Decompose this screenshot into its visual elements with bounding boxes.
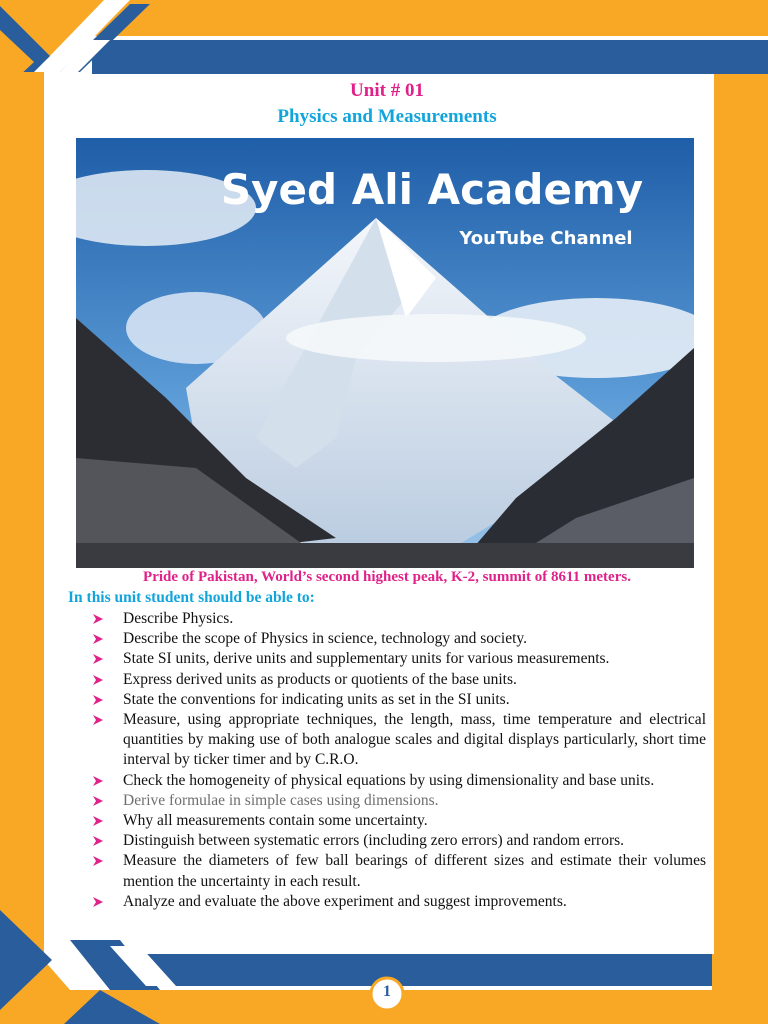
objective-item <box>92 629 706 649</box>
objective-text: Measure the diameters of few ball bearings of different sizes and estimate their volumes mention the uncertainty in each result. <box>123 852 706 890</box>
objective-item <box>92 710 706 771</box>
objective-text: Express derived units as products or quotients of the base units. <box>123 670 517 688</box>
objective-text: State SI units, derive units and supplementary units for various measurements. <box>123 650 610 668</box>
objective-item <box>92 609 706 629</box>
arrow-bullet-icon <box>92 775 104 787</box>
objective-text: State the conventions for indicating units as set in the SI units. <box>123 690 510 708</box>
unit-title: Physics and Measurements <box>277 106 497 127</box>
banner-subheading: YouTube Channel <box>459 228 633 249</box>
arrow-bullet-icon <box>92 613 104 625</box>
banner-image <box>76 138 694 568</box>
arrow-bullet-icon <box>92 694 104 706</box>
objective-text: Derive formulae in simple cases using dimensions. <box>123 791 439 809</box>
objective-text: Describe Physics. <box>123 610 234 627</box>
arrow-bullet-icon <box>92 815 104 827</box>
objective-text: Distinguish between systematic errors (including zero errors) and random errors. <box>123 832 625 850</box>
objectives-list <box>92 609 706 912</box>
objective-item <box>92 649 706 669</box>
objective-item <box>92 670 706 690</box>
objective-text: Check the homogeneity of physical equations by using dimensionality and base units. <box>123 771 655 789</box>
objective-text: Measure, using appropriate techniques, the length, mass, time temperature and electrical quantities by making use of both analogue scales and digital displays particularly, short time interval by ticker timer and by C.R.O. <box>123 711 706 769</box>
objective-item <box>92 831 706 851</box>
unit-number: Unit # 01 <box>350 80 424 101</box>
objective-item <box>92 690 706 710</box>
arrow-bullet-icon <box>92 674 104 686</box>
objectives-intro: In this unit student should be able to: <box>68 589 315 606</box>
arrow-bullet-icon <box>92 653 104 665</box>
objective-item <box>92 851 706 891</box>
image-caption: Pride of Pakistan, World’s second highest peak, K-2, summit of 8611 meters. <box>143 569 631 585</box>
objective-item <box>92 771 706 791</box>
arrow-bullet-icon <box>92 855 104 867</box>
arrow-bullet-icon <box>92 633 104 645</box>
arrow-bullet-icon <box>92 714 104 726</box>
objective-text: Why all measurements contain some uncertainty. <box>123 812 428 830</box>
banner-heading: Syed Ali Academy <box>220 165 644 214</box>
objective-text: Describe the scope of Physics in science, technology and society. <box>123 630 528 648</box>
arrow-bullet-icon <box>92 795 104 807</box>
arrow-bullet-icon <box>92 896 104 908</box>
objective-item <box>92 791 706 811</box>
objective-text: Analyze and evaluate the above experiment and suggest improvements. <box>123 892 567 910</box>
arrow-bullet-icon <box>92 835 104 847</box>
objective-item <box>92 811 706 831</box>
page-number: 1 <box>383 983 391 1000</box>
objective-item <box>92 892 706 912</box>
